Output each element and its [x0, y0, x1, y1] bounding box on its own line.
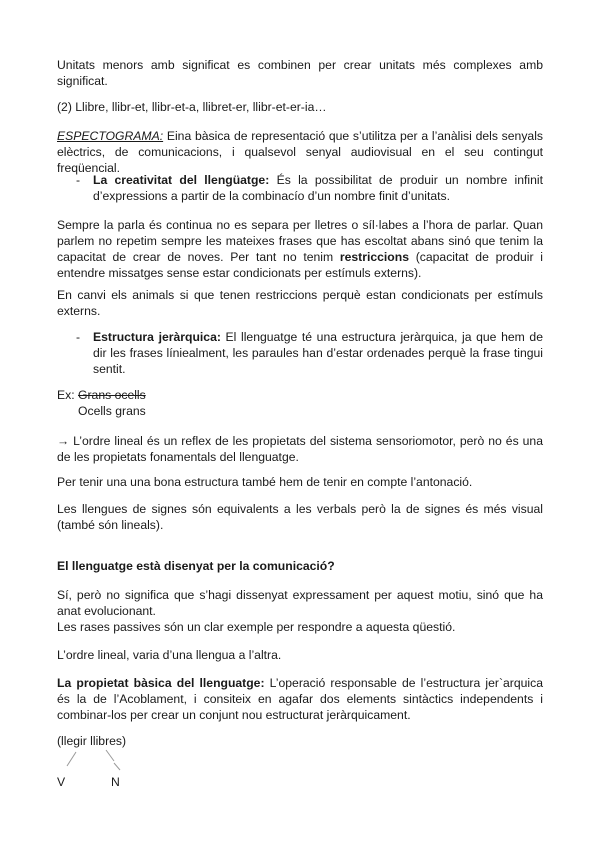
bullet-dash: - [76, 173, 81, 187]
creativitat-term: La creativitat del llengüatge: [93, 173, 270, 187]
paragraph-unitats: Unitats menors amb significat es combinen per crear unitats més complexes amb significat. [57, 58, 543, 88]
tree-root-label: (llegir llibres) [57, 734, 127, 748]
propietat-definition: L’operació responsable de l’estructura jer`arquica és la de l’Acoblament, i consiteix en agafar dos elements sintàctics independents i combinar-los per crear un conjunt nou estructurat jeràrquicament. [57, 676, 543, 722]
estructura-term: Estructura jeràrquica: [93, 330, 221, 344]
restriccions-term: restriccions [339, 250, 409, 264]
espectograma-term: ESPECTOGRAMA: [57, 129, 164, 143]
bullet-dash: - [76, 330, 81, 344]
tree-branch-left [67, 752, 76, 766]
creativitat-definition: És la possibilitat de produir un nombre infinit d’expressions a partir de la combinacío d’un nombre finit d’unitats. [93, 173, 543, 203]
paragraph-signes: Les llengues de signes són equivalents a les verbals però la de signes és més visual (també són lineals). [57, 502, 543, 532]
corrected-example: Ocells grans [78, 404, 146, 418]
struck-example: Grans ocells [78, 388, 146, 402]
tree-branch-right-tail [114, 763, 120, 770]
paragraph-ordre: → L’ordre lineal és un reflex de les propietats del sistema sensoriomotor, però no és una de les propietats fonamentals del llenguatge. [57, 434, 543, 464]
heading-comunicacio: El llenguatge està disenyat per la comunicació? [57, 559, 335, 573]
paragraph-antonacio: Per tenir una una bona estructura també hem de tenir en compte l’antonació. [57, 475, 473, 489]
tree-leaf-n: N [111, 775, 120, 789]
tree-leaf-v: V [57, 775, 66, 789]
paragraph-animals: En canvi els animals si que tenen restriccions perquè estan condicionats per estímuls externs. [57, 288, 543, 318]
propietat-term: La propietat bàsica del llenguatge: [57, 676, 265, 690]
estructura-definition: El llenguatge té una estructura jeràrquica, ja que hem de dir les frases líniealment, les paraules han d’estar ordenades perquè la frase tingui sentit. [93, 330, 543, 376]
example-llibre: (2) Llibre, llibr-et, llibr-et-a, llibret-er, llibr-et-er-ia… [57, 100, 327, 114]
tree-branch-right [106, 750, 114, 761]
paragraph-lineal: L’ordre lineal, varia d’una llengua a l’altra. [57, 648, 282, 662]
espectograma-definition: Eina bàsica de representació que s’utilitza per a l’anàlisi dels senyals elèctrics, de comunicacions, i qualsevol senyal audiovisual en el seu contingut freqüencial. [57, 129, 543, 175]
example-ex: Ex: Grans ocells Ocells grans [57, 387, 543, 419]
paragraph-parla: Sempre la parla és continua no es separa per lletres o síl·labes a l’hora de parlar. Quan parlem no repetim sempre les mateixes frases que has escoltat abans sinó que tenim la capacitat de crear de noves. Per tant no tenim restriccions (capacitat de produir i entendre missatges sense estar condicionats per estímuls externs). [57, 218, 543, 280]
paragraph-si: Sí, però no significa que s’hagi dissenyat expressament per aquest motiu, sinó que ha anat evolucionant. Les rases passives són un clar exemple per respondre a aquesta qüestió. [57, 588, 543, 634]
